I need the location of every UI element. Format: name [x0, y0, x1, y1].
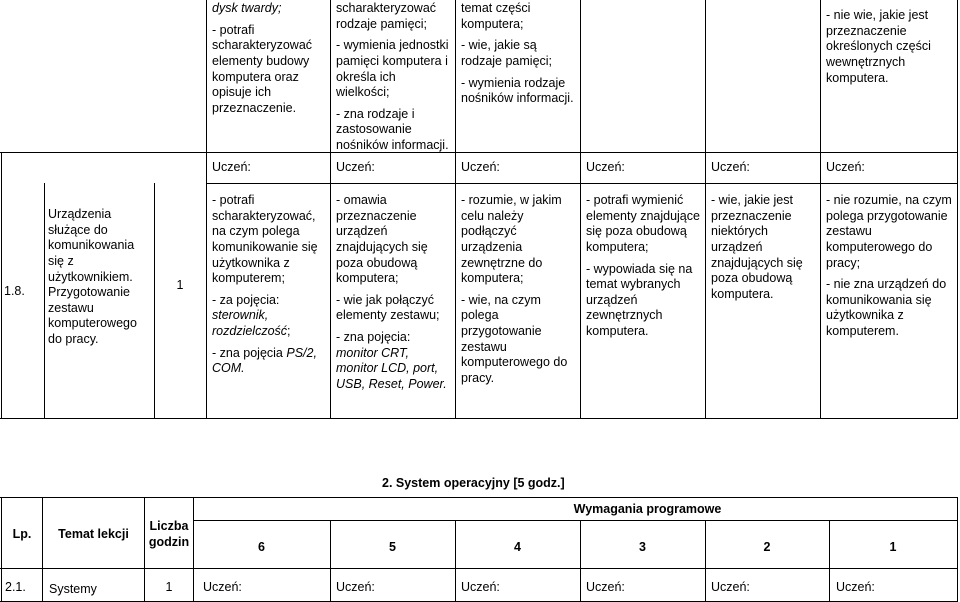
cell-text: - potrafi wymienić elementy znajdujące się poza obudową komputera; [586, 193, 700, 254]
grid-line [705, 520, 706, 602]
row-lp: 1.8. [4, 284, 25, 298]
row-godzin: 1 [176, 278, 184, 292]
cell-text: ; [287, 324, 291, 338]
grade3-cell [586, 193, 703, 340]
grid-line [193, 497, 455, 498]
uczen-label: Uczeń: [336, 160, 375, 174]
grid-line [820, 0, 821, 152]
row-temat: Systemy [49, 582, 97, 596]
grade-header-3: 3 [639, 540, 646, 554]
header-lp: Lp. [12, 527, 32, 541]
grade-header-4: 4 [514, 540, 521, 554]
grade5-cell [336, 193, 453, 393]
grade2-cell [711, 193, 818, 302]
grid-line [154, 183, 155, 419]
header-temat: Temat lekcji [58, 527, 129, 541]
cell-text: - zna pojęcia [212, 345, 287, 360]
grade-header-5: 5 [389, 540, 396, 554]
grid-line [957, 0, 958, 419]
cell-text: - wie, jakie jest przeznaczenie niektórych urządzeń znajdujących się poza obudową komputera. [711, 193, 803, 301]
uczen-label: Uczeń: [461, 160, 500, 174]
grid-line [206, 0, 207, 152]
grade-header-2: 2 [763, 540, 771, 554]
uczen-label: Uczeń: [586, 580, 625, 594]
cell-text: - wie jak połączyć elementy zestawu; [336, 292, 440, 323]
top-cell-grade4 [461, 1, 577, 107]
grid-line [957, 497, 958, 602]
cell-text: - nie zna urządzeń do komunikowania się użytkownika z komputerem. [826, 277, 947, 338]
grid-line [455, 152, 456, 419]
grid-line [705, 152, 706, 419]
cell-text: - rozumie, w jakim celu należy podłączyć urządzenia zewnętrzne do komputera; [461, 193, 562, 286]
header-liczba-godzin: Liczba godzin [148, 519, 190, 549]
uczen-label: Uczeń: [711, 580, 750, 594]
grid-line [0, 152, 958, 153]
grid-line [1, 497, 2, 602]
grid-line [193, 520, 958, 521]
uczen-label: Uczeń: [826, 160, 865, 174]
uczen-label: Uczeń: [586, 160, 625, 174]
cell-text: - zna pojęcia: [336, 330, 411, 344]
cell-text: - omawia przeznaczenie urządzeń znajdujących się poza obudową komputera; [336, 193, 428, 286]
uczen-label: Uczeń: [212, 160, 251, 174]
cell-text: temat części komputera; [461, 1, 531, 31]
uczen-label: Uczeń: [203, 580, 242, 594]
grade4-cell [461, 193, 578, 387]
cell-text: - nie wie, jakie jest przeznaczenie określonych części wewnętrznych komputera. [826, 8, 931, 85]
cell-text: - wypowiada się na temat wybranych urządzeń zewnętrznych komputera. [586, 261, 693, 338]
cell-text: dysk twardy; [212, 1, 282, 15]
grid-line [455, 497, 958, 498]
grid-line [330, 0, 331, 152]
top-cell-grade5 [336, 1, 452, 154]
grid-line [1, 152, 2, 419]
uczen-label: Uczeń: [461, 580, 500, 594]
grade6-cell [212, 193, 328, 377]
uczen-label: Uczeń: [836, 580, 875, 594]
cell-text: - nie rozumie, na czym polega przygotowanie zestawu komputerowego do pracy; [826, 193, 952, 270]
grid-line [0, 418, 958, 419]
section-title: 2. System operacyjny [5 godz.] [382, 476, 565, 490]
grade1-cell [826, 193, 954, 340]
uczen-label: Uczeń: [336, 580, 375, 594]
grid-line [42, 497, 43, 602]
cell-text: monitor CRT, monitor LCD, port, USB, Reset, Power. [336, 345, 447, 391]
grid-line [580, 520, 581, 602]
grid-line [44, 183, 45, 419]
row-godzin: 1 [165, 580, 173, 594]
cell-text: PS/2, COM. [212, 345, 317, 376]
grid-line [580, 0, 581, 152]
cell-text: - wymienia jednostki pamięci komputera i określa ich wielkości; [336, 38, 449, 100]
cell-text: - zna rodzaje i zastosowanie nośników informacji. [336, 106, 449, 152]
header-wymagania: Wymagania programowe [573, 502, 722, 516]
cell-text: - za pojęcia: [212, 292, 280, 307]
cell-text: scharakteryzować rodzaje pamięci; [336, 1, 437, 31]
cell-text: - wymienia rodzaje nośników informacji. [461, 75, 574, 106]
grid-line [455, 520, 456, 602]
grid-line [0, 497, 193, 498]
cell-text: sterownik, rozdzielczość [212, 308, 288, 338]
grid-line [455, 0, 456, 152]
grid-line [330, 520, 331, 602]
grid-line [206, 183, 958, 184]
grid-line [330, 152, 331, 419]
grid-line [580, 152, 581, 419]
grade-header-1: 1 [889, 540, 897, 554]
grid-line [829, 520, 830, 602]
grid-line [705, 0, 706, 152]
grade-header-6: 6 [258, 540, 265, 554]
cell-text: - wie, na czym polega przygotowanie zestawu komputerowego do pracy. [461, 292, 568, 385]
row-temat: Urządzenia służące do komunikowania się z użytkownikiem. Przygotowanie zestawu komputerowego do pracy. [48, 207, 137, 346]
cell-text: - potrafi scharakteryzować elementy budowy komputera oraz opisuje ich przeznaczenie. [212, 22, 313, 115]
grid-line [206, 152, 207, 419]
row-lp: 2.1. [5, 580, 26, 594]
top-cell-grade6 [212, 1, 324, 116]
uczen-label: Uczeń: [711, 160, 750, 174]
cell-text: - wie, jakie są rodzaje pamięci; [461, 38, 553, 68]
grid-line [820, 152, 821, 419]
top-cell-grade1 [826, 8, 954, 86]
cell-text: - potrafi scharakteryzować, na czym polega komunikowanie się użytkownika z komputerem; [212, 193, 318, 286]
